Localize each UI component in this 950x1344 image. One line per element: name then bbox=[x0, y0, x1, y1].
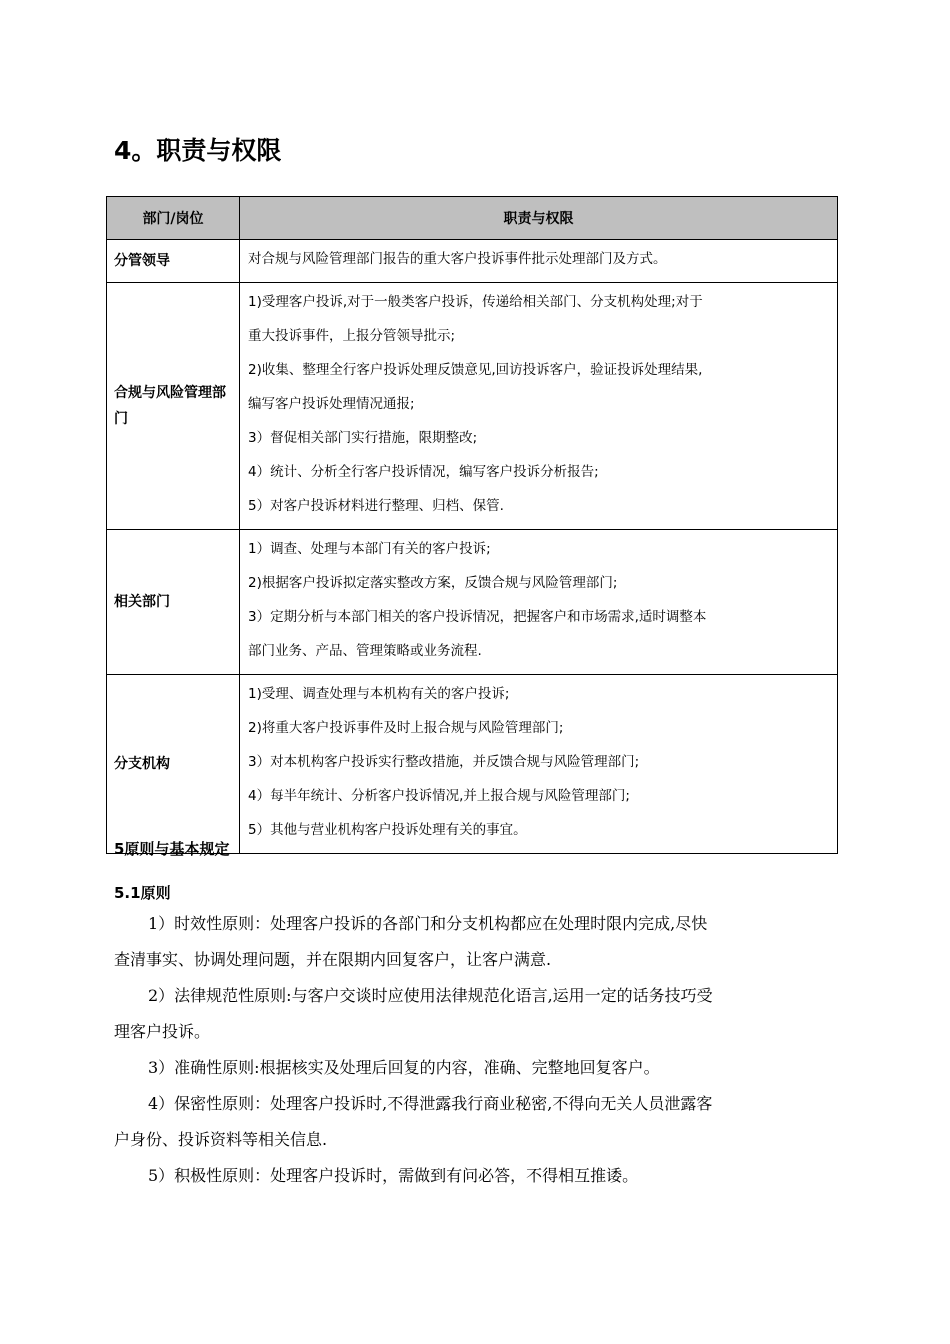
duty-line: 编写客户投诉处理情况通报; bbox=[248, 396, 415, 412]
section-4-heading: 4。职责与权限 bbox=[114, 136, 282, 165]
duty-line: 重大投诉事件，上报分管领导批示; bbox=[248, 328, 456, 344]
duty-line: 4）每半年统计、分析客户投诉情况,并上报合规与风险管理部门; bbox=[248, 788, 630, 804]
duty-line: 5）其他与营业机构客户投诉处理有关的事宜。 bbox=[248, 822, 527, 838]
duty-line: 2)将重大客户投诉事件及时上报合规与风险管理部门; bbox=[248, 720, 564, 736]
paragraph-line: 查清事实、协调处理问题，并在限期内回复客户，让客户满意. bbox=[114, 950, 552, 969]
duty-line: 1)受理、调查处理与本机构有关的客户投诉; bbox=[248, 686, 510, 702]
duty-line: 部门业务、产品、管理策略或业务流程. bbox=[248, 643, 482, 659]
paragraph-line: 2）法律规范性原则:与客户交谈时应使用法律规范化语言,运用一定的话务技巧受 bbox=[148, 986, 713, 1005]
principle-paragraph bbox=[114, 978, 838, 1050]
principle-paragraph bbox=[114, 1086, 838, 1158]
dept-cell: 相关部门 bbox=[107, 530, 240, 675]
dept-cell: 分管领导 bbox=[107, 240, 240, 283]
duties-cell bbox=[240, 530, 838, 675]
duty-line: 3）对本机构客户投诉实行整改措施，并反馈合规与风险管理部门; bbox=[248, 754, 640, 770]
duties-cell bbox=[240, 240, 838, 283]
table-row bbox=[107, 283, 838, 530]
duty-line: 对合规与风险管理部门报告的重大客户投诉事件批示处理部门及方式。 bbox=[248, 251, 667, 267]
table-row bbox=[107, 530, 838, 675]
paragraph-line: 理客户投诉。 bbox=[114, 1022, 211, 1041]
paragraph-line: 户身份、投诉资料等相关信息. bbox=[114, 1130, 328, 1149]
table-header-row bbox=[107, 197, 838, 240]
section-5-title: 5原则与基本规定 bbox=[114, 840, 230, 858]
duty-line: 3）定期分析与本部门相关的客户投诉情况，把握客户和市场需求,适时调整本 bbox=[248, 609, 707, 625]
responsibility-table bbox=[106, 196, 838, 854]
principle-paragraph bbox=[114, 1158, 838, 1194]
duty-line: 1）调查、处理与本部门有关的客户投诉; bbox=[248, 541, 491, 557]
principle-paragraph bbox=[114, 1050, 838, 1086]
dept-cell: 分支机构 bbox=[107, 675, 240, 854]
header-dept: 部门/岗位 bbox=[107, 197, 240, 240]
paragraph-line: 4）保密性原则：处理客户投诉时,不得泄露我行商业秘密,不得向无关人员泄露客 bbox=[148, 1094, 713, 1113]
section-5-1-title: 5.1原则 bbox=[114, 884, 171, 902]
duty-line: 1)受理客户投诉,对于一般类客户投诉，传递给相关部门、分支机构处理;对于 bbox=[248, 294, 703, 310]
duty-line: 2)收集、整理全行客户投诉处理反馈意见,回访投诉客户，验证投诉处理结果, bbox=[248, 362, 703, 378]
principle-paragraph bbox=[114, 906, 838, 978]
paragraph-line: 5）积极性原则：处理客户投诉时，需做到有问必答，不得相互推诿。 bbox=[148, 1166, 639, 1185]
duty-line: 4）统计、分析全行客户投诉情况，编写客户投诉分析报告; bbox=[248, 464, 599, 480]
duty-line: 3）督促相关部门实行措施，限期整改; bbox=[248, 430, 478, 446]
principles-body bbox=[114, 906, 838, 1194]
duty-line: 5）对客户投诉材料进行整理、归档、保管. bbox=[248, 498, 504, 514]
dept-cell: 合规与风险管理部门 bbox=[107, 283, 240, 530]
duty-line: 2)根据客户投诉拟定落实整改方案，反馈合规与风险管理部门; bbox=[248, 575, 618, 591]
paragraph-line: 1）时效性原则：处理客户投诉的各部门和分支机构都应在处理时限内完成,尽快 bbox=[148, 914, 708, 933]
paragraph-line: 3）准确性原则:根据核实及处理后回复的内容，准确、完整地回复客户。 bbox=[148, 1058, 660, 1077]
duties-cell bbox=[240, 675, 838, 854]
header-duties: 职责与权限 bbox=[240, 197, 838, 240]
table-row bbox=[107, 240, 838, 283]
table-row bbox=[107, 675, 838, 854]
duties-cell bbox=[240, 283, 838, 530]
